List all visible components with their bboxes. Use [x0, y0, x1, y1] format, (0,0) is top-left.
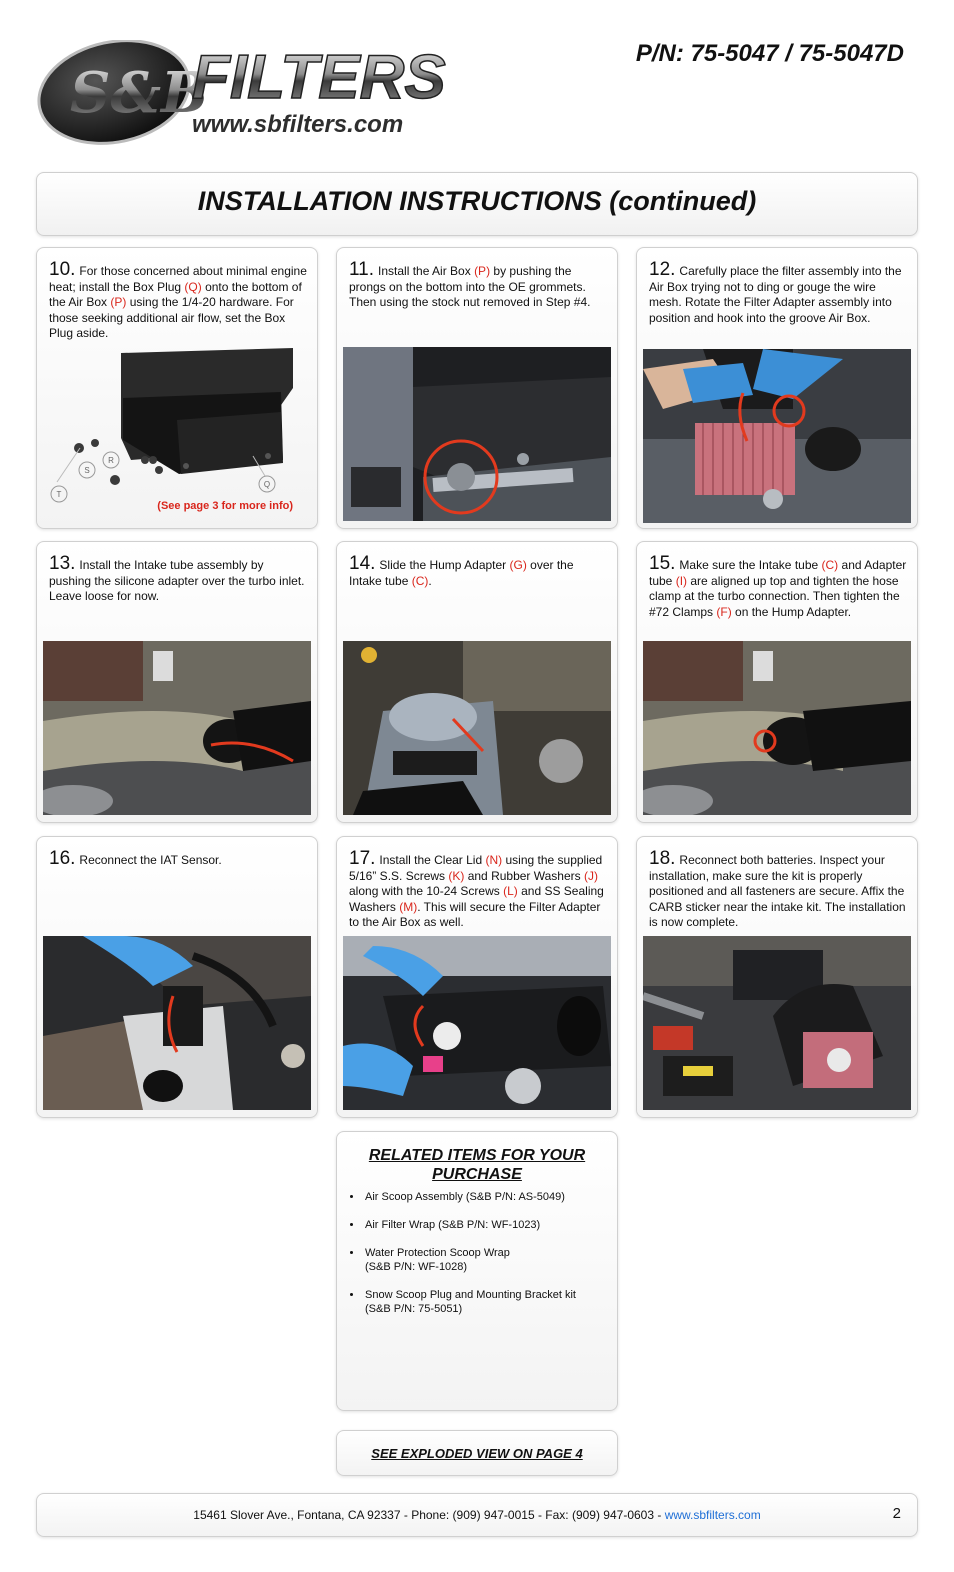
related-item: • Air Scoop Assembly (S&B P/N: AS-5049) — [363, 1190, 576, 1204]
part-letter: (C) — [821, 558, 839, 572]
step-number: 16. — [49, 848, 76, 869]
step-number: 17. — [349, 848, 376, 869]
step-number: 15. — [649, 553, 676, 574]
exploded-view-panel — [336, 1430, 618, 1476]
part-letter: (J) — [584, 868, 598, 883]
see-page-3-note: (See page 3 for more info) — [157, 500, 293, 512]
callout-t: T — [56, 490, 62, 499]
footer-address: 15461 Slover Ave., Fontana, CA 92337 - Phone: (909) 947-0015 - Fax: (909) 947-0603 - — [193, 1508, 665, 1522]
step-text-run: on the Hump Adapter. — [731, 604, 852, 619]
related-item: • Snow Scoop Plug and Mounting Bracket kit (S&B P/N: 75-5051) — [363, 1288, 576, 1316]
step-card-10 — [36, 247, 318, 529]
step-text-run: . This will secure the Filter Adapter to the Air Box as well. — [349, 899, 601, 929]
related-item: • Air Filter Wrap (S&B P/N: WF-1023) — [363, 1218, 576, 1232]
step-text-run: along with the 10-24 Screws — [349, 884, 504, 898]
step-text — [49, 259, 307, 342]
step-photo — [43, 641, 311, 815]
step-text — [649, 259, 907, 326]
logo-word: FILTERS — [192, 43, 446, 112]
step-text-run: Reconnect both batteries. Inspect your installation, make sure the kit is properly positioned and all fasteners are secure. Affix the CARB sticker near the intake kit. The installation is now complete. — [649, 853, 906, 929]
page-title: INSTALLATION INSTRUCTIONS (continued) — [197, 186, 757, 216]
step-photo — [643, 349, 911, 523]
related-items-list — [349, 1190, 576, 1330]
step-text-run: For those concerned about minimal engine heat; install the Box Plug — [49, 264, 307, 294]
step-text-run: Make sure the Intake tube — [679, 558, 822, 572]
step-photo — [643, 936, 911, 1110]
step-text-run: . — [428, 573, 432, 588]
part-letter: (P) — [474, 264, 491, 278]
step-text — [349, 848, 607, 931]
step-photo — [43, 936, 311, 1110]
page-number: 2 — [892, 1505, 901, 1522]
step-card-15 — [636, 541, 918, 823]
step-text-run: and SS Sealing Washers — [349, 884, 604, 914]
step-text — [349, 259, 607, 311]
part-number: P/N: 75-5047 / 75-5047D — [635, 40, 904, 67]
part-letter: (M) — [399, 899, 418, 914]
step-text-run: Install the Air Box — [378, 264, 475, 278]
step-card-13 — [36, 541, 318, 823]
part-letter: (K) — [448, 868, 465, 883]
title-panel — [36, 172, 918, 236]
logo-mark: S&B — [70, 60, 209, 126]
step-text-run: Reconnect the IAT Sensor. — [79, 853, 222, 867]
part-letter: (Q) — [184, 279, 202, 294]
part-letter: (G) — [509, 558, 527, 572]
step-text-run: and Adapter tube — [649, 558, 907, 588]
footer-contact — [37, 1508, 917, 1522]
step-text-run: by pushing the prongs on the bottom into the OE grommets. Then using the stock nut removed in Step #4. — [349, 264, 591, 309]
step-text-run: Slide the Hump Adapter — [379, 558, 510, 572]
step-card-14 — [336, 541, 618, 823]
step-number: 13. — [49, 553, 76, 574]
step-card-11 — [336, 247, 618, 529]
step-text-run: Install the Clear Lid — [379, 853, 486, 867]
part-letter: (P) — [110, 295, 127, 309]
step-text-run: are aligned up top and tighten the hose clamp at the turbo connection. Then tighten the #72 Clamps — [649, 573, 900, 619]
step-card-16 — [36, 836, 318, 1118]
step-photo — [343, 641, 611, 815]
step-text — [649, 553, 907, 620]
step-number: 12. — [649, 259, 676, 280]
step-photo — [343, 347, 611, 521]
callout-q: Q — [263, 480, 271, 489]
step-text-run: and Rubber Washers — [464, 868, 584, 883]
step-text-run: onto the bottom of the Air Box — [49, 279, 302, 309]
step-text — [649, 848, 907, 931]
step-text — [49, 553, 307, 605]
step-card-12 — [636, 247, 918, 529]
step-number: 10. — [49, 259, 76, 280]
box-plug-diagram — [43, 348, 311, 523]
step-photo — [643, 641, 911, 815]
step-number: 11. — [349, 259, 375, 280]
part-letter: (C) — [411, 573, 429, 588]
part-letter: (F) — [716, 604, 732, 619]
step-text — [49, 848, 307, 869]
footer — [36, 1493, 918, 1537]
logo-url: www.sbfilters.com — [192, 111, 404, 138]
step-text-run: Install the Intake tube assembly by pushing the silicone adapter over the turbo inlet. Leave loose for now. — [49, 558, 305, 603]
step-number: 14. — [349, 553, 376, 574]
part-letter: (I) — [675, 573, 688, 588]
step-text — [349, 553, 607, 589]
related-item: • Water Protection Scoop Wrap (S&B P/N: WF-1028) — [363, 1246, 576, 1274]
sb-filters-logo — [34, 40, 514, 152]
exploded-view-link[interactable]: SEE EXPLODED VIEW ON PAGE 4 — [371, 1446, 583, 1461]
step-card-18 — [636, 836, 918, 1118]
step-text-run: over the Intake tube — [349, 558, 574, 588]
callout-r: R — [108, 456, 114, 465]
step-text-run: Carefully place the filter assembly into the Air Box trying not to ding or gouge the wire mesh. Rotate the Filter Adapter assembly into position and hook into the groove Air Box. — [649, 264, 902, 325]
step-text-run: using the supplied 5/16” S.S. Screws — [349, 853, 603, 883]
callout-s: S — [84, 466, 90, 475]
step-text-run: using the 1/4-20 hardware. For those seeking additional air flow, set the Box Plug aside. — [49, 295, 294, 340]
footer-website-link[interactable]: www.sbfilters.com — [664, 1508, 761, 1522]
step-card-17 — [336, 836, 618, 1118]
related-items-title: RELATED ITEMS FOR YOUR PURCHASE — [368, 1147, 586, 1183]
part-letter: (L) — [503, 884, 518, 898]
step-photo — [343, 936, 611, 1110]
step-number: 18. — [649, 848, 676, 869]
related-items-panel — [336, 1131, 618, 1411]
part-letter: (N) — [485, 853, 503, 867]
